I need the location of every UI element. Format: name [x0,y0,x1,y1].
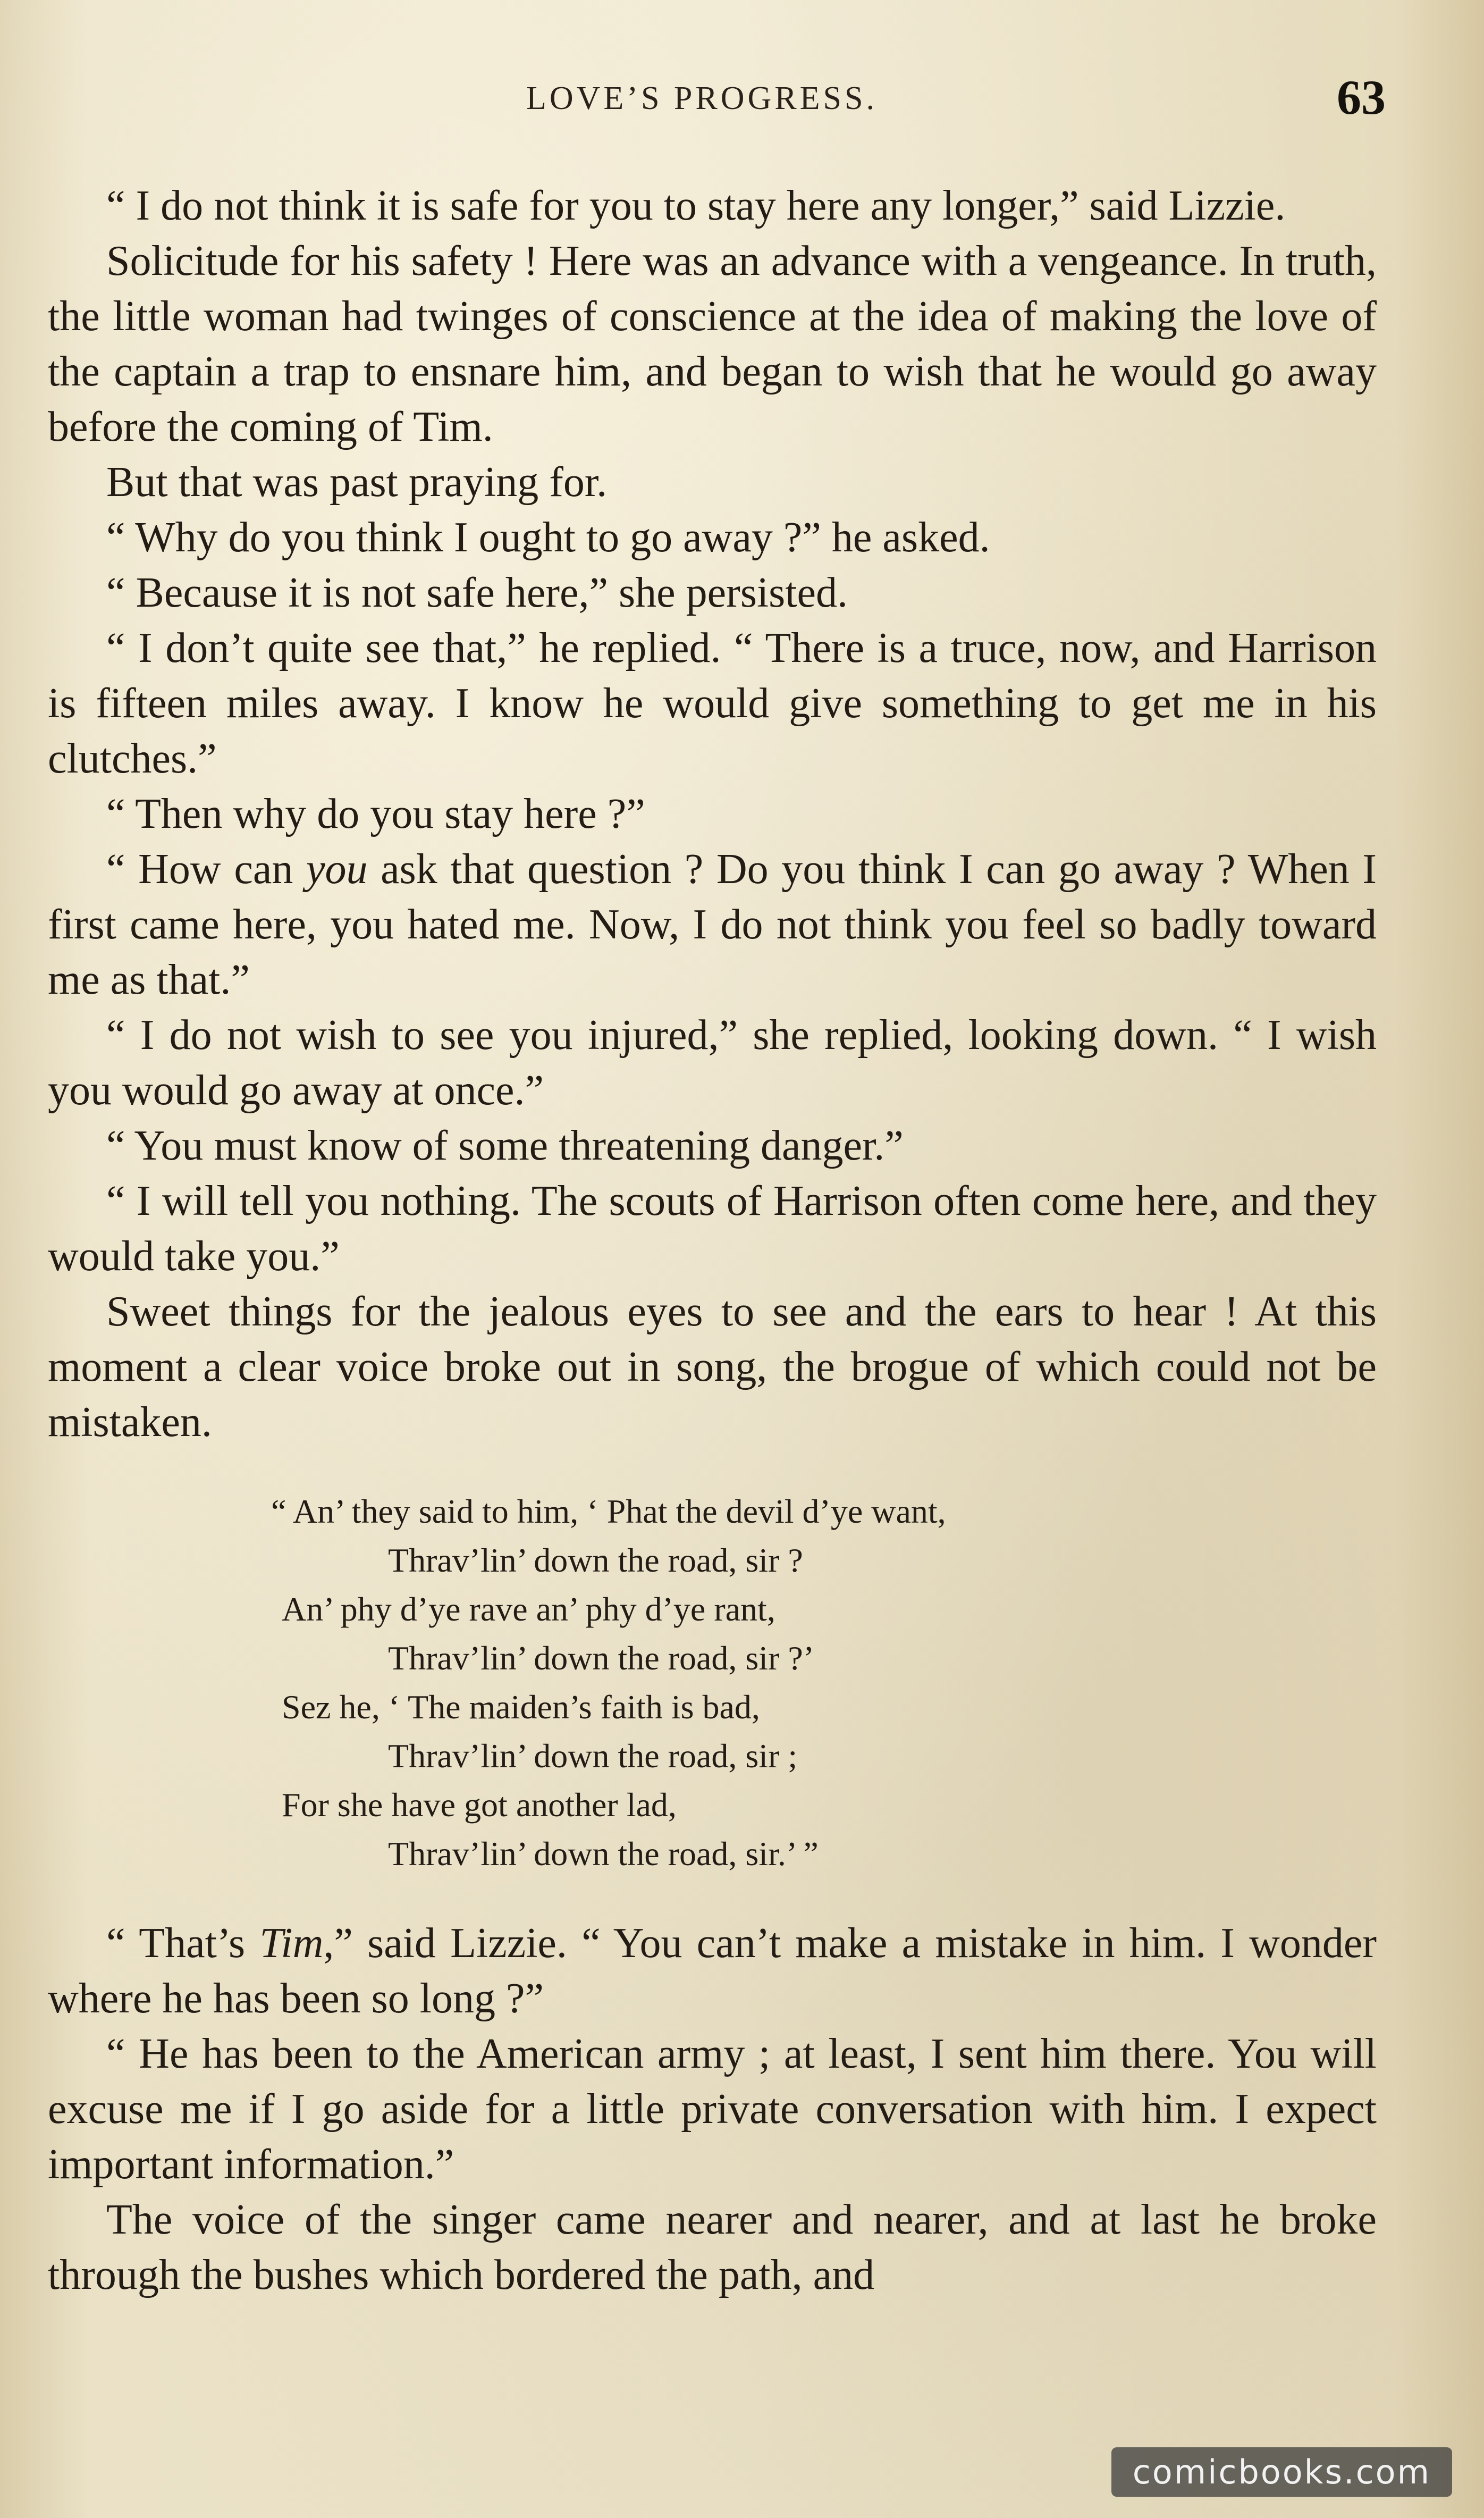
page-number: 63 [1337,70,1386,124]
paragraph: “ I do not think it is safe for you to stay here any longer,” said Lizzie. [106,182,1286,229]
paragraph: “ I will tell you nothing. The scouts of Harrison often come here, and they would take you.” [48,1178,1377,1280]
verse-line: Thrav’lin’ down the road, sir ?’ [388,1639,815,1677]
paragraph: But that was past praying for. [106,459,608,506]
paragraph: “ I do not wish to see you injured,” she replied, looking down. “ I wish you would go away at once.” [48,1012,1377,1114]
body-text [48,178,1377,2303]
paragraph: “ He has been to the American army ; at least, I sent him there. You will excuse me if I go aside for a little private conversation with him. I expect important information.” [48,2030,1377,2188]
watermark: comicbooks.com [1111,2447,1452,2497]
verse-line: Thrav’lin’ down the road, sir.’ ” [388,1835,819,1873]
verse-line: For she have got another lad, [282,1786,677,1824]
verse-line: Thrav’lin’ down the road, sir ? [388,1541,803,1579]
song-verse [48,1487,1377,1878]
paragraph: “ You must know of some threatening danger.” [106,1122,904,1169]
paragraph: Sweet things for the jealous eyes to see and the ears to hear ! At this moment a clear voice broke out in song, the brogue of which could not be mistaken. [48,1288,1377,1446]
verse-line: “ An’ they said to him, ‘ Phat the devil d’ye want, [271,1492,946,1530]
verse-line: Thrav’lin’ down the road, sir ; [388,1737,798,1775]
paragraph: “ I don’t quite see that,” he replied. “ There is a truce, now, and Harrison is fifteen miles away. I know he would give something to get me in his clutches.” [48,625,1377,782]
paragraph: “ Why do you think I ought to go away ?” he asked. [106,514,990,561]
emphasis: you [306,846,368,893]
verse-line: An’ phy d’ye rave an’ phy d’ye rant, [282,1590,775,1628]
running-head: LOVE’S PROGRESS. [526,80,878,116]
paragraph: “ Because it is not safe here,” she persisted. [106,569,848,616]
emphasis: Tim [259,1920,324,1967]
paragraph: Solicitude for his safety ! Here was an advance with a vengeance. In truth, the little woman had twinges of conscience at the idea of making the love of the captain a trap to ensnare him, and began to wish that he would go away before the coming of Tim. [48,238,1377,450]
verse-line: Sez he, ‘ The maiden’s faith is bad, [282,1688,760,1726]
paragraph: “ How can you ask that question ? Do you think I can go away ? When I first came here, you hated me. Now, I do not think you feel so badly toward me as that.” [48,846,1377,1003]
paragraph: The voice of the singer came nearer and nearer, and at last he broke through the bushes which bordered the path, and [48,2196,1377,2298]
paragraph: “ Then why do you stay here ?” [106,791,645,837]
page-header [0,69,1484,133]
paragraph: “ That’s Tim,” said Lizzie. “ You can’t make a mistake in him. I wonder where he has been so long ?” [48,1920,1377,2022]
